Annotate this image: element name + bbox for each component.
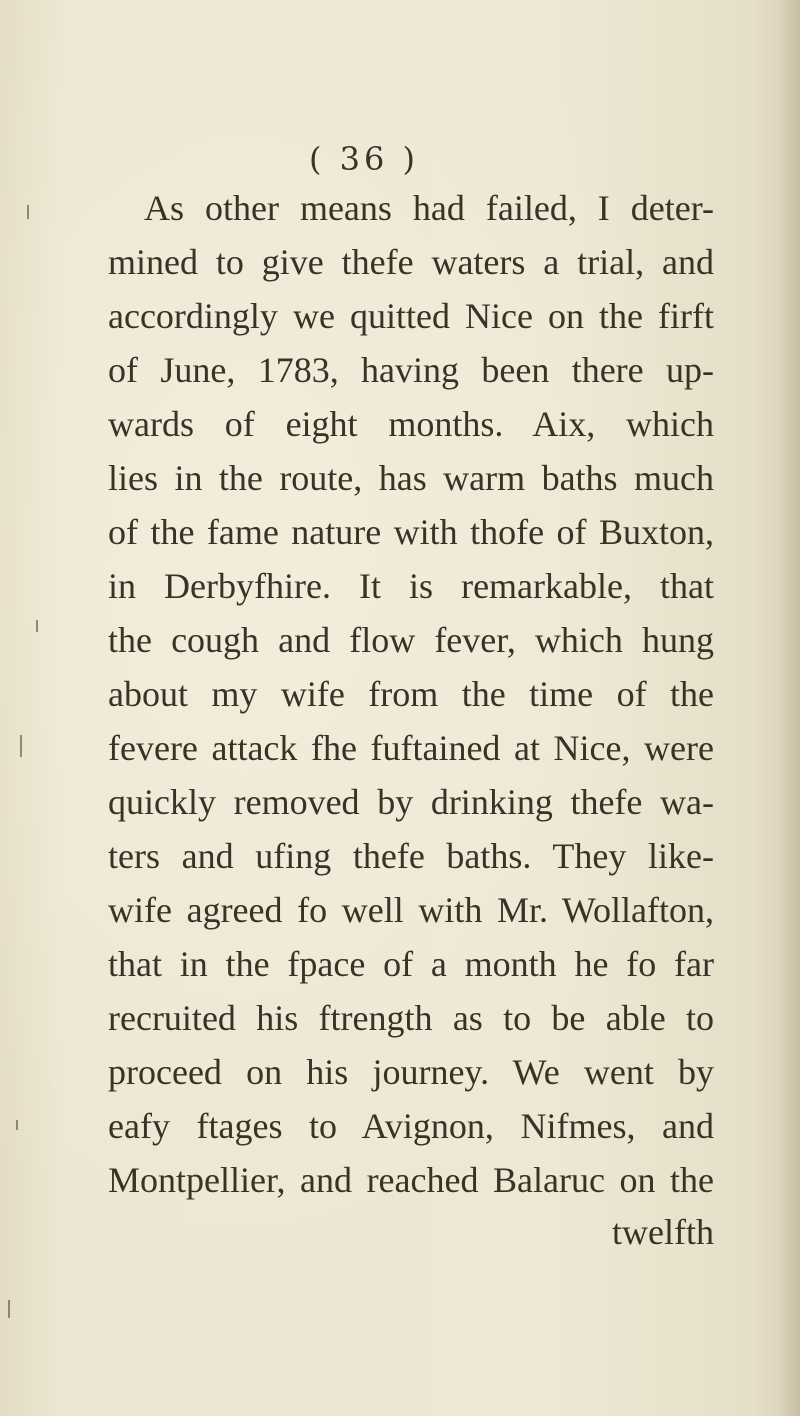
page-speck (20, 735, 22, 757)
text-line: quickly removed by drinking thefe wa- (108, 782, 714, 822)
text-line: wife agreed fo well with Mr. Wollafton, (108, 890, 714, 930)
text-line: eafy ftages to Avignon, Nifmes, and (108, 1106, 714, 1146)
text-line: of the fame nature with thofe of Buxton, (108, 512, 714, 552)
text-line: that in the fpace of a month he fo far (108, 944, 714, 984)
text-line: about my wife from the time of the (108, 674, 714, 714)
page-edge-shadow (778, 0, 800, 1416)
text-line: the cough and flow fever, which hung (108, 620, 714, 660)
text-line: Montpellier, and reached Balaruc on the (108, 1160, 714, 1200)
text-line: proceed on his journey. We went by (108, 1052, 714, 1092)
text-line: lies in the route, has warm baths much (108, 458, 714, 498)
text-line: of June, 1783, having been there up- (108, 350, 714, 390)
text-line: in Derbyfhire. It is remarkable, that (108, 566, 714, 606)
text-line: As other means had failed, I deter- (144, 188, 714, 228)
text-line: mined to give thefe waters a trial, and (108, 242, 714, 282)
catchword: twelfth (612, 1212, 714, 1252)
page-speck (8, 1300, 10, 1318)
page-number: ( 36 ) (308, 140, 420, 178)
text-line: fevere attack fhe fuftained at Nice, were (108, 728, 714, 768)
text-line: recruited his ftrength as to be able to (108, 998, 714, 1038)
text-line: ters and ufing thefe baths. They like- (108, 836, 714, 876)
page-speck (16, 1120, 18, 1130)
page-speck (36, 620, 38, 632)
text-line: wards of eight months. Aix, which (108, 404, 714, 444)
text-line: accordingly we quitted Nice on the firft (108, 296, 714, 336)
page-speck (27, 205, 29, 219)
